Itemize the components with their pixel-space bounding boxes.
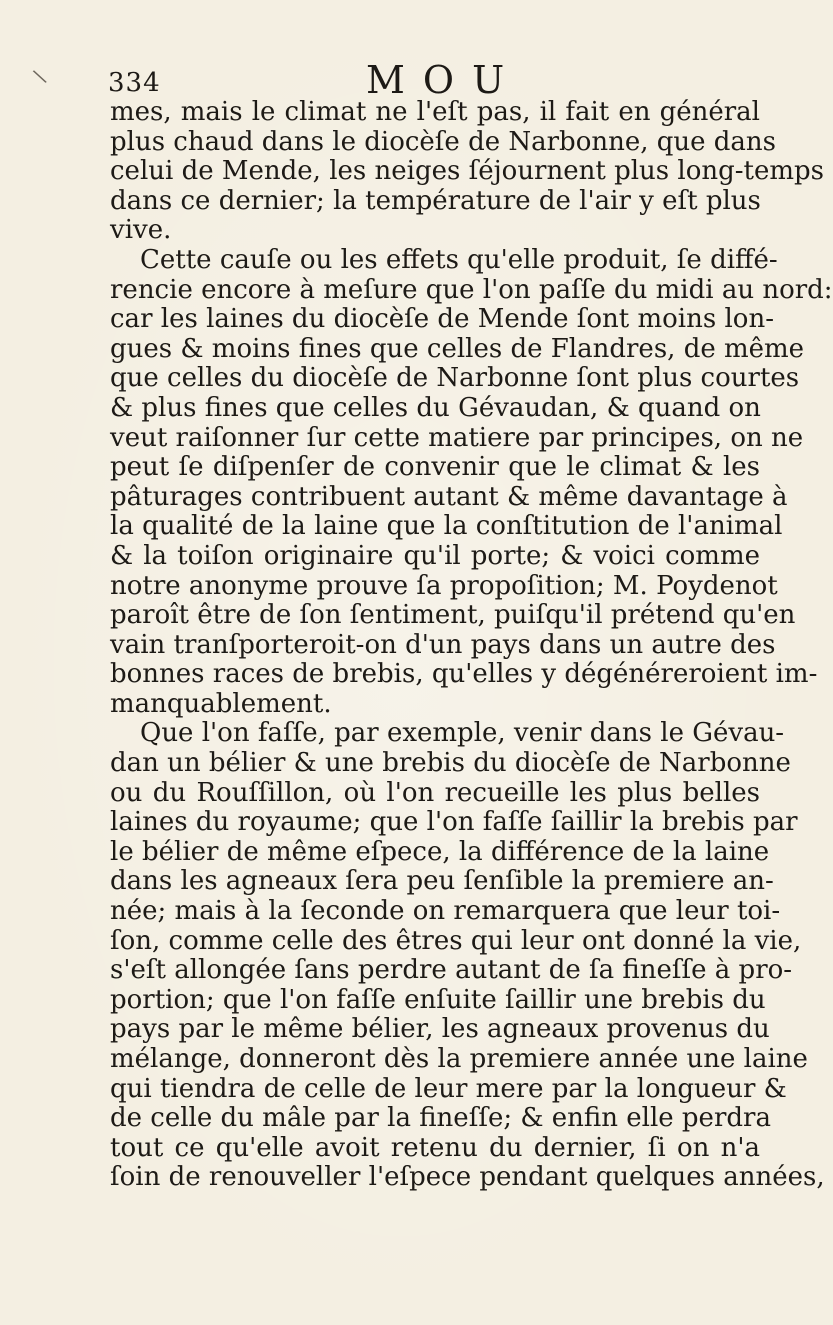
text-line: née; mais à la ſeconde on remarquera que leur toi- — [110, 896, 781, 927]
text-line: ſon, comme celle des êtres qui leur ont donné la vie, — [110, 925, 802, 956]
text-line: pays par le même bélier, les agneaux provenus du — [110, 1014, 770, 1045]
text-line: que celles du diocèſe de Narbonne ſont plus courtes — [110, 363, 800, 394]
text-line: ſoin de renouveller l'eſpece pendant quelques années, — [110, 1162, 825, 1193]
text-line: notre anonyme prouve ſa propoſition; M. Poydenot — [110, 570, 778, 601]
text-line: dans ce dernier; la température de l'air y eſt plus — [110, 185, 761, 216]
text-line: veut raiſonner ſur cette matiere par principes, on ne — [110, 422, 804, 453]
text-line: dan un bélier & une brebis du diocèſe de Narbonne — [110, 748, 791, 779]
text-line: ou du Rouſſillon, où l'on recueille les plus belles — [110, 777, 760, 808]
text-line: plus chaud dans le diocèſe de Narbonne, que dans — [110, 126, 777, 157]
text-line: la qualité de la laine que la conſtitution de l'animal — [110, 511, 783, 542]
text-line: Cette cauſe ou les effets qu'elle produit, ſe diffé- — [140, 244, 778, 275]
text-line: gues & moins fines que celles de Flandres, de même — [110, 333, 805, 364]
text-line: celui de Mende, les neiges ſéjournent plus long-temps — [110, 156, 825, 187]
text-line: & plus fines que celles du Gévaudan, & quand on — [110, 392, 761, 423]
page-number: 334 — [108, 68, 161, 98]
text-line: de celle du mâle par la fineſſe; & enfin elle perdra — [110, 1103, 771, 1134]
text-line: qui tiendra de celle de leur mere par la longueur & — [110, 1073, 787, 1104]
text-line: paroît être de ſon ſentiment, puiſqu'il prétend qu'en — [110, 600, 796, 631]
text-line: & la toiſon originaire qu'il porte; & voici comme — [110, 540, 760, 571]
margin-mark: \ — [30, 63, 49, 89]
text-line: vive. — [110, 215, 172, 246]
body-text — [110, 97, 833, 1193]
text-line: car les laines du diocèſe de Mende ſont moins lon- — [110, 304, 774, 335]
text-line: portion; que l'on faſſe enſuite ſaillir une brebis du — [110, 984, 766, 1015]
text-line: vain tranſporteroit-on d'un pays dans un autre des — [110, 629, 776, 660]
text-line: laines du royaume; que l'on faſſe ſaillir la brebis par — [110, 807, 798, 838]
text-line: le bélier de même eſpece, la différence de la laine — [110, 836, 770, 867]
text-line: bonnes races de brebis, qu'elles y dégénéreroient im- — [110, 659, 818, 690]
text-line: pâturages contribuent autant & même davantage à — [110, 481, 788, 512]
running-head: MOU — [366, 58, 523, 102]
text-line: s'eſt allongée ſans perdre autant de ſa fineſſe à pro- — [110, 955, 793, 986]
page-header — [108, 58, 668, 102]
text-line: Que l'on faſſe, par exemple, venir dans le Gévau- — [140, 718, 785, 749]
text-line: manquablement. — [110, 688, 332, 719]
text-line: mélange, donneront dès la premiere année une laine — [110, 1044, 808, 1074]
text-line: peut ſe diſpenſer de convenir que le climat & les — [110, 452, 760, 483]
text-line: mes, mais le climat ne l'eſt pas, il fait en général — [110, 97, 760, 127]
text-line: tout ce qu'elle avoit retenu du dernier, ſi on n'a — [110, 1132, 760, 1163]
text-line: dans les agneaux ſera peu ſenſible la premiere an- — [110, 866, 774, 897]
text-line: rencie encore à meſure que l'on paſſe du midi au nord: — [110, 274, 833, 305]
